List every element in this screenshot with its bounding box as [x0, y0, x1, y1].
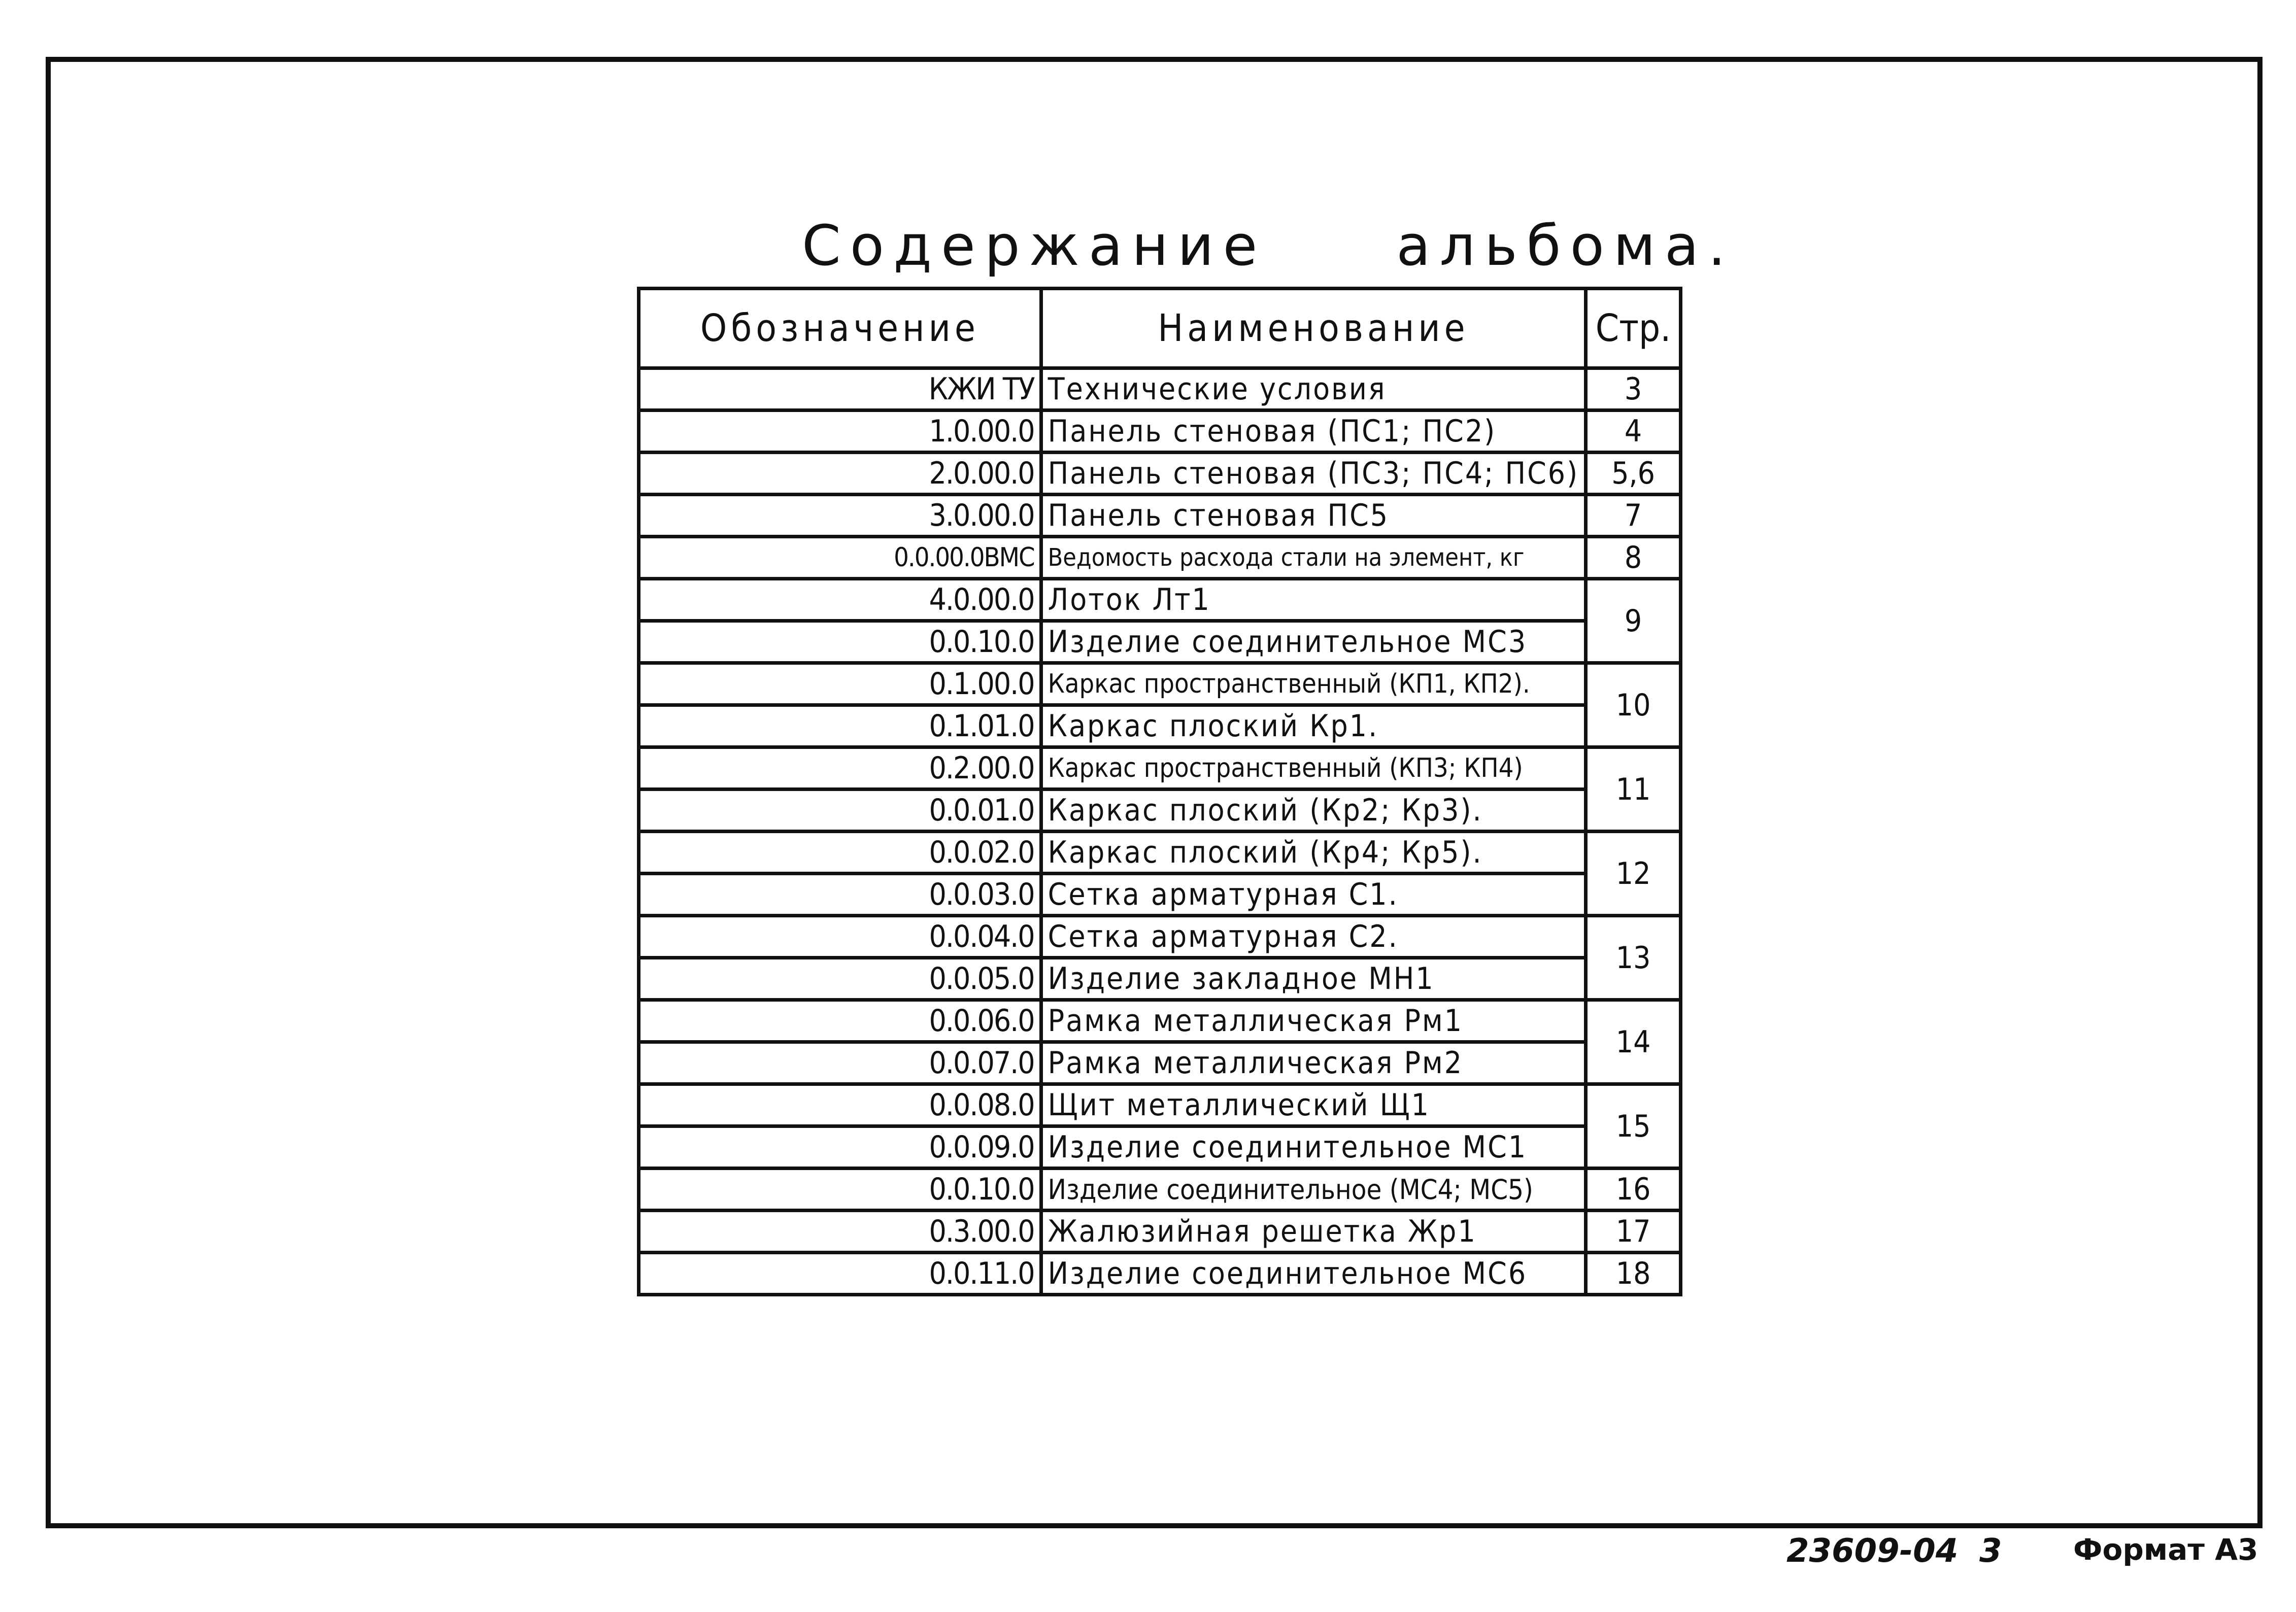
row-code: 0.0.00.0ВМС [639, 537, 1041, 579]
table-row [639, 832, 1681, 874]
table-row [639, 579, 1681, 621]
row-name: Каркас пространственный (КП3; КП4) [1041, 747, 1586, 790]
row-code: 0.0.06.0 [639, 1000, 1041, 1042]
table-row [639, 1000, 1681, 1042]
contents-table [637, 287, 1682, 1296]
title-word-1: Содержание [802, 213, 1267, 278]
row-page: 13 [1586, 916, 1681, 1000]
row-page: 8 [1586, 537, 1681, 579]
row-code: 0.0.05.0 [639, 958, 1041, 1000]
table-row [639, 537, 1681, 579]
row-page: 10 [1586, 663, 1681, 747]
table-row [639, 663, 1681, 705]
row-code: 0.2.00.0 [639, 747, 1041, 790]
table-row [639, 495, 1681, 537]
document-number: 23609-04 [1786, 1532, 1959, 1570]
sheet-number: 3 [1979, 1532, 2002, 1570]
row-code: 0.1.00.0 [639, 663, 1041, 705]
table-row [639, 747, 1681, 790]
row-page: 11 [1586, 747, 1681, 832]
row-page: 16 [1586, 1169, 1681, 1211]
row-name: Каркас плоский (Кр2; Кр3). [1041, 790, 1586, 832]
row-name: Изделие соединительное МС6 [1041, 1253, 1586, 1295]
row-code: 0.0.10.0 [639, 621, 1041, 663]
table-row [639, 621, 1681, 663]
row-code: 0.3.00.0 [639, 1211, 1041, 1253]
row-page: 17 [1586, 1211, 1681, 1253]
table-row [639, 958, 1681, 1000]
table-row [639, 1042, 1681, 1084]
table-row [639, 1253, 1681, 1295]
row-name: Каркас плоский (Кр4; Кр5). [1041, 832, 1586, 874]
table-row [639, 1169, 1681, 1211]
row-name: Каркас плоский Кр1. [1041, 705, 1586, 747]
row-code: 0.0.04.0 [639, 916, 1041, 958]
row-name: Каркас пространственный (КП1, КП2). [1041, 663, 1586, 705]
row-page: 18 [1586, 1253, 1681, 1295]
table-header-row [639, 289, 1681, 368]
row-code: 0.0.10.0 [639, 1169, 1041, 1211]
row-name: Жалюзийная решетка Жр1 [1041, 1211, 1586, 1253]
row-code: 0.0.01.0 [639, 790, 1041, 832]
table-row [639, 453, 1681, 495]
table-row [639, 705, 1681, 747]
row-name: Рамка металлическая Рм1 [1041, 1000, 1586, 1042]
row-name: Сетка арматурная С2. [1041, 916, 1586, 958]
table-row [639, 916, 1681, 958]
row-name: Ведомость расхода стали на элемент, кг [1041, 537, 1586, 579]
row-page: 3 [1586, 368, 1681, 410]
table-row [639, 1126, 1681, 1169]
table-row [639, 410, 1681, 453]
row-name: Щит металлический Щ1 [1041, 1084, 1586, 1126]
header-name: Наименование [1041, 289, 1586, 368]
table-row [639, 790, 1681, 832]
row-code: 2.0.00.0 [639, 453, 1041, 495]
row-code: 0.0.08.0 [639, 1084, 1041, 1126]
table-row [639, 874, 1681, 916]
row-code: 3.0.00.0 [639, 495, 1041, 537]
title-word-2: альбома. [1396, 213, 1735, 278]
row-name: Изделие соединительное МС1 [1041, 1126, 1586, 1169]
row-name: Изделие закладное МН1 [1041, 958, 1586, 1000]
row-name: Изделие соединительное МС3 [1041, 621, 1586, 663]
row-code: 0.0.09.0 [639, 1126, 1041, 1169]
row-name: Изделие соединительное (МС4; МС5) [1041, 1169, 1586, 1211]
row-code: 0.0.11.0 [639, 1253, 1041, 1295]
row-page: 15 [1586, 1084, 1681, 1169]
page-title [802, 213, 1735, 278]
row-code: 0.1.01.0 [639, 705, 1041, 747]
row-page: 12 [1586, 832, 1681, 916]
row-name: Панель стеновая (ПС3; ПС4; ПС6) [1041, 453, 1586, 495]
row-name: Технические условия [1041, 368, 1586, 410]
table-row [639, 1084, 1681, 1126]
row-name: Лоток Лт1 [1041, 579, 1586, 621]
row-code: 1.0.00.0 [639, 410, 1041, 453]
paper-format: Формат А3 [2073, 1532, 2258, 1567]
row-name: Панель стеновая ПС5 [1041, 495, 1586, 537]
row-name: Панель стеновая (ПС1; ПС2) [1041, 410, 1586, 453]
row-code: 0.0.07.0 [639, 1042, 1041, 1084]
table-row [639, 1211, 1681, 1253]
row-name: Рамка металлическая Рм2 [1041, 1042, 1586, 1084]
header-designation: Обозначение [639, 289, 1041, 368]
table-row [639, 368, 1681, 410]
header-page: Стр. [1586, 289, 1681, 368]
row-code: 0.0.03.0 [639, 874, 1041, 916]
row-page: 9 [1586, 579, 1681, 663]
row-code: КЖИ ТУ [639, 368, 1041, 410]
row-name: Сетка арматурная С1. [1041, 874, 1586, 916]
row-code: 4.0.00.0 [639, 579, 1041, 621]
row-page: 5,6 [1586, 453, 1681, 495]
row-page: 4 [1586, 410, 1681, 453]
row-page: 14 [1586, 1000, 1681, 1084]
row-code: 0.0.02.0 [639, 832, 1041, 874]
row-page: 7 [1586, 495, 1681, 537]
